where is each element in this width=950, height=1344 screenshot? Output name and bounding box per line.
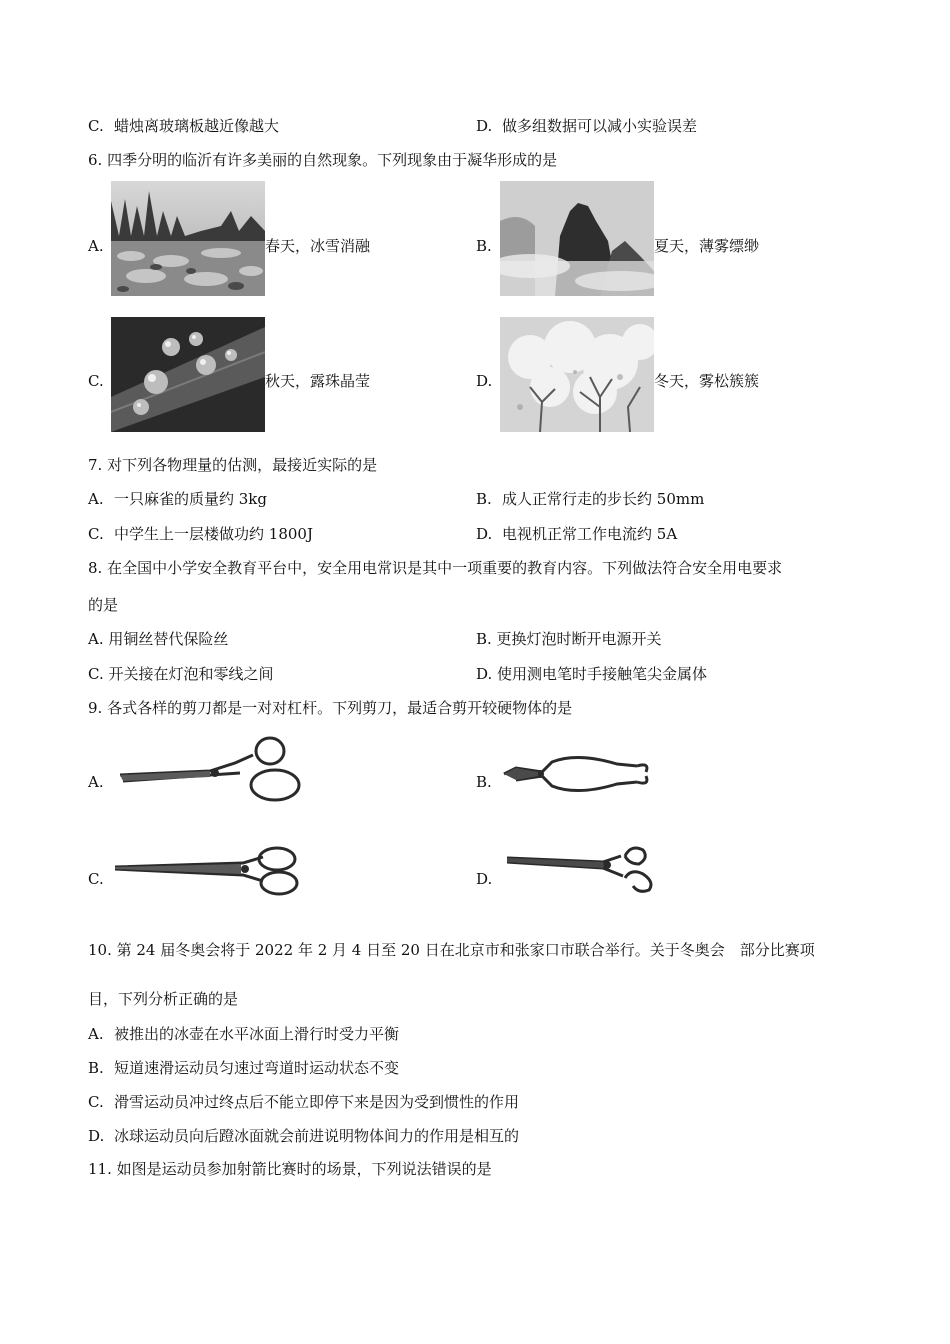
option-letter: A. [88,490,104,508]
q10-option-a [88,1024,399,1044]
option-text: 滑雪运动员冲过终点后不能立即停下来是因为受到惯性的作用 [114,1093,520,1111]
option-text: 短道速滑运动员匀速过弯道时运动状态不变 [114,1059,400,1077]
q5-option-d [476,116,697,136]
q8-option-d: D. 使用测电笔时手接触笔尖金属体 [476,665,708,683]
q6-stem: 6. 四季分明的临沂有许多美丽的自然现象。下列现象由于凝华形成的是 [88,151,558,169]
option-letter: D. [88,1127,105,1145]
q6-option-b-letter: B. [476,237,492,255]
option-text: 被推出的冰壶在水平冰面上滑行时受力平衡 [114,1025,400,1043]
q6-option-d-letter: D. [476,372,493,390]
option-text: 中学生上一层楼做功约 1800J [114,525,313,543]
q6-option-c-letter: C. [88,372,104,390]
q10-option-b [88,1058,399,1078]
q9-stem: 9. 各式各样的剪刀都是一对对杠杆。下列剪刀，最适合剪开较硬物体的是 [88,699,573,717]
q7-stem: 7. 对下列各物理量的估测，最接近实际的是 [88,456,378,474]
option-letter: C. [88,117,104,135]
q6-option-a-caption: 春天，冰雪消融 [265,237,371,255]
q7-option-b [476,489,704,509]
q9-scissors-a-image [115,733,305,805]
option-text: 电视机正常工作电流约 5A [502,525,678,543]
option-letter: B. [88,1059,104,1077]
q7-option-a [88,489,267,509]
q10-stem-line1: 10. 第 24 届冬奥会将于 2022 年 2 月 4 日至 20 日在北京市和张家口市联合举行。关于冬奥会 部分比赛项 [88,941,815,959]
q7-option-d [476,524,677,544]
q9-scissors-d-image [503,842,661,898]
q10-stem-line2: 目，下列分析正确的是 [88,990,239,1008]
q6-option-d-caption: 冬天，雾松簇簇 [654,372,760,390]
option-text: 蜡烛离玻璃板越近像越大 [114,117,280,135]
q6-image-summer-mist [500,181,654,296]
q11-stem: 11. 如图是运动员参加射箭比赛时的场景，下列说法错误的是 [88,1160,492,1178]
q9-option-d-letter: D. [476,870,493,888]
q10-option-c [88,1092,519,1112]
option-letter: D. [476,117,493,135]
q8-stem-line1: 8. 在全国中小学安全教育平台中，安全用电常识是其中一项重要的教育内容。下列做法符合安全用电要求 [88,559,783,577]
q6-image-spring-melting-snow [111,181,265,296]
option-letter: C. [88,1093,104,1111]
option-letter: C. [88,525,104,543]
option-text: 成人正常行走的步长约 50mm [502,490,705,508]
q9-scissors-b-image [502,752,652,798]
q10-option-d [88,1126,519,1146]
q9-option-c-letter: C. [88,870,104,888]
option-letter: D. [476,525,493,543]
q8-option-b: B. 更换灯泡时断开电源开关 [476,630,662,648]
q6-option-b-caption: 夏天，薄雾缥缈 [654,237,760,255]
option-text: 一只麻雀的质量约 3kg [114,490,268,508]
q8-option-a: A. 用铜丝替代保险丝 [88,630,229,648]
option-text: 做多组数据可以减小实验误差 [502,117,698,135]
q7-option-c [88,524,313,544]
option-letter: A. [88,1025,104,1043]
q9-option-b-letter: B. [476,773,492,791]
q8-stem-line2: 的是 [88,596,119,614]
q8-option-c: C. 开关接在灯泡和零线之间 [88,665,274,683]
q6-image-autumn-dew [111,317,265,432]
option-text: 冰球运动员向后蹬冰面就会前进说明物体间力的作用是相互的 [114,1127,520,1145]
q6-image-winter-rime [500,317,654,432]
q6-option-c-caption: 秋天，露珠晶莹 [265,372,371,390]
q6-option-a-letter: A. [88,237,104,255]
option-letter: B. [476,490,492,508]
q5-option-c [88,116,279,136]
q9-option-a-letter: A. [88,773,104,791]
q9-scissors-c-image [113,845,303,897]
